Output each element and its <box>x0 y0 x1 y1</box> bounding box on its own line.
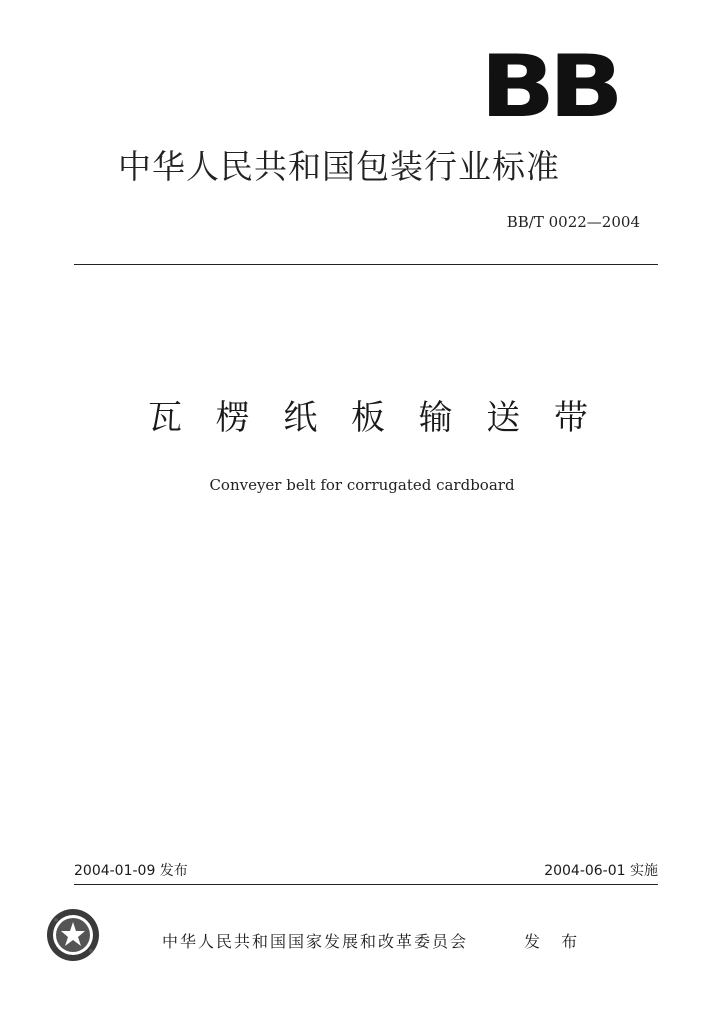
header-divider <box>74 264 658 265</box>
seal-emblem-icon <box>44 906 102 964</box>
org-title: 中华人民共和国包装行业标准 <box>118 147 560 186</box>
title-char: 带 <box>553 398 588 438</box>
title-char: 送 <box>486 398 521 438</box>
title-char: 纸 <box>283 398 318 438</box>
title-char: 楞 <box>215 398 250 438</box>
issuing-authority: 中华人民共和国国家发展和改革委员会 <box>162 932 469 951</box>
bb-logo: BB <box>480 37 617 137</box>
title-char: 板 <box>350 398 385 438</box>
title-chinese <box>148 396 588 440</box>
title-char: 瓦 <box>148 398 182 438</box>
standard-number: BB/T 0022—2004 <box>506 213 640 231</box>
footer-divider <box>74 884 658 885</box>
title-english: Conveyer belt for corrugated cardboard <box>209 476 515 494</box>
title-char: 输 <box>418 398 453 438</box>
issue-label: 发 布 <box>524 932 586 951</box>
implementation-date: 2004-06-01 实施 <box>544 863 658 879</box>
issue-date: 2004-01-09 发布 <box>74 863 188 879</box>
